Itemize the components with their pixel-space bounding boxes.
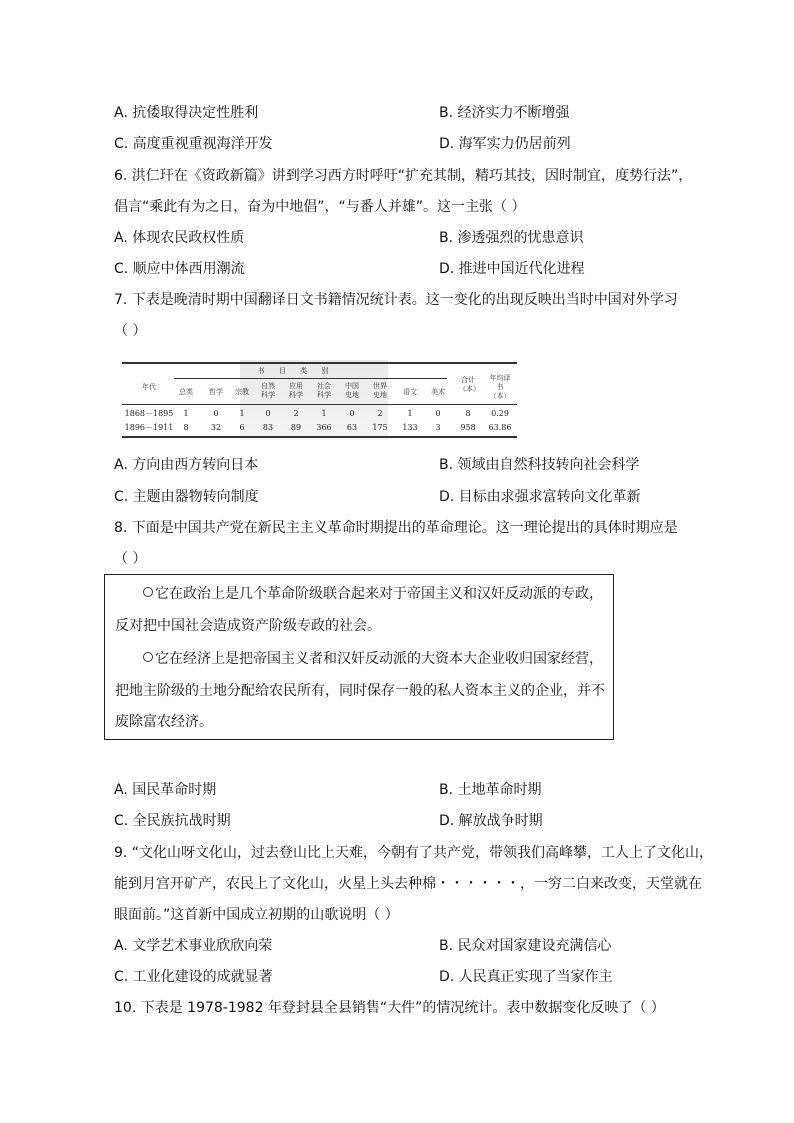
q7-option-d: D. 目标由求强求富转向文化革新: [439, 489, 641, 505]
q10-stem-line-1: 10. 下表是 1978-1982 年登封县全县销售“大件”的情况统计。表中数据变化反映了（ ）: [114, 1000, 665, 1016]
table-cell: 1: [183, 409, 189, 418]
q6-option-d: D. 推进中国近代化进程: [439, 261, 585, 277]
table-header-cell: 年均译书（本）: [489, 374, 511, 400]
q9-option-a: A. 文学艺术事业欣欣向荣: [114, 938, 273, 954]
table-cell: 83: [262, 423, 274, 432]
q6-option-c: C. 顺应中体西用潮流: [114, 261, 245, 277]
q6-option-b: B. 渗透强烈的忧患意识: [439, 230, 584, 246]
q7-option-b: B. 领域由自然科技转向社会科学: [439, 457, 640, 473]
table-group-rule: [174, 378, 447, 379]
table-cell: 63: [346, 423, 358, 432]
table-header-cell: 总类: [179, 388, 193, 396]
table-header-cell: 美术: [431, 388, 445, 396]
q8-stem-line-2: （ ）: [114, 551, 147, 567]
q7-stem-line-2: （ ）: [114, 323, 147, 339]
table-cell: 1: [407, 409, 413, 418]
table-cell: 1: [239, 409, 245, 418]
q7-option-a: A. 方向由西方转向日本: [114, 457, 259, 473]
q8-option-b: B. 土地革命时期: [439, 782, 542, 798]
circle-bullet-icon: [143, 652, 153, 662]
q9-stem-line-2: 能到月宫开矿产，农民上了文化山，火星上头去种棉・・・・・・，一穷二白来改变，天堂就在: [114, 876, 702, 892]
table-header-cell: 世界史地: [373, 382, 387, 399]
q9-stem-line-3: 眼面前。”这首新中国成立初期的山歌说明（ ）: [114, 907, 399, 923]
table-bottom-rule: [122, 436, 517, 438]
table-cell: 32: [210, 423, 222, 432]
table-cell: 0: [349, 409, 355, 418]
table-cell: 3: [435, 423, 441, 432]
q7-option-c: C. 主题由器物转向制度: [114, 489, 259, 505]
table-header-rule: [122, 404, 517, 405]
table-cell: 8: [465, 409, 471, 418]
table-cell: 133: [402, 423, 418, 432]
quote-line: 废除富农经济。: [115, 714, 213, 730]
quote-line: 反对把中国社会造成资产阶级专政的社会。: [115, 618, 381, 634]
quote-paragraph-2: [143, 649, 603, 669]
table-cell: 0.29: [491, 409, 509, 418]
table-top-rule: [122, 362, 517, 364]
table-header-cell: 应用科学: [289, 382, 303, 399]
table-cell: 366: [316, 423, 332, 432]
q6-stem-line-2: 倡言“乘此有为之日，奋为中地倡”，“与番人并雄”。这一主张（ ）: [114, 199, 526, 215]
table-cell: 958: [460, 423, 476, 432]
q9-stem-line-1: 9. “文化山呀文化山，过去登山比上天难，今朝有了共产党，带领我们高峰攀，工人上了文化山，: [114, 845, 714, 861]
q5-option-b: B. 经济实力不断增强: [439, 105, 570, 121]
table-cell: 0: [435, 409, 441, 418]
circle-bullet-icon: [143, 587, 153, 597]
q9-option-b: B. 民众对国家建设充满信心: [439, 938, 612, 954]
theory-quote-box: [104, 574, 614, 740]
q8-option-c: C. 全民族抗战时期: [114, 813, 231, 829]
table-header-cell: 中国史地: [345, 382, 359, 399]
table-cell: 89: [290, 423, 302, 432]
quote-text: 它在经济上是把帝国主义者和汉奸反动派的大资本大企业收归国家经营，: [155, 651, 603, 667]
table-cell: 175: [372, 423, 388, 432]
table-cell: 1868－1895: [124, 409, 174, 418]
q5-option-a: A. 抗倭取得决定性胜利: [114, 105, 259, 121]
table-header-cell: 宗教: [235, 388, 249, 396]
table-cell: 1: [321, 409, 327, 418]
translation-statistics-table: [122, 356, 517, 440]
table-header-cell: 哲学: [209, 388, 223, 396]
table-header-cell: 自然科学: [261, 382, 275, 399]
q8-option-d: D. 解放战争时期: [439, 813, 543, 829]
q6-stem-line-1: 6. 洪仁玕在《资政新篇》讲到学习西方时呼吁“扩充其制，精巧其技，因时制宜，度势行法”，: [114, 168, 693, 184]
quote-line: 把地主阶级的土地分配给农民所有，同时保存一般的私人资本主义的企业，并不: [115, 683, 605, 699]
table-cell: 6: [239, 423, 245, 432]
table-cell: 63.86: [488, 423, 512, 432]
table-header-cell: 合计（本）: [459, 376, 480, 393]
table-cell: 0: [265, 409, 271, 418]
q8-stem-line-1: 8. 下面是中国共产党在新民主主义革命时期提出的革命理论。这一理论提出的具体时期应是: [114, 520, 678, 536]
table-header-cell: 语文: [403, 388, 417, 396]
table-cell: 8: [183, 423, 189, 432]
table-header-cell: 社会科学: [317, 382, 331, 399]
q9-option-d: D. 人民真正实现了当家作主: [439, 969, 613, 985]
q9-option-c: C. 工业化建设的成就显著: [114, 969, 273, 985]
q7-stem-line-1: 7. 下表是晚清时期中国翻译日文书籍情况统计表。这一变化的出现反映出当时中国对外学习: [114, 292, 678, 308]
q5-option-d: D. 海军实力仍居前列: [439, 136, 571, 152]
table-cell: 2: [377, 409, 383, 418]
table-cell: 2: [293, 409, 299, 418]
table-cell: 0: [213, 409, 219, 418]
q8-option-a: A. 国民革命时期: [114, 782, 217, 798]
quote-text: 它在政治上是几个革命阶级联合起来对于帝国主义和汉奸反动派的专政，: [155, 586, 603, 602]
quote-paragraph-1: [143, 584, 603, 604]
q5-option-c: C. 高度重视重视海洋开发: [114, 136, 273, 152]
table-group-header: 书 目 类 别: [257, 367, 335, 375]
table-header-cell: 年代: [142, 383, 156, 391]
table-cell: 1896－1911: [124, 423, 174, 432]
q6-option-a: A. 体现农民政权性质: [114, 230, 245, 246]
